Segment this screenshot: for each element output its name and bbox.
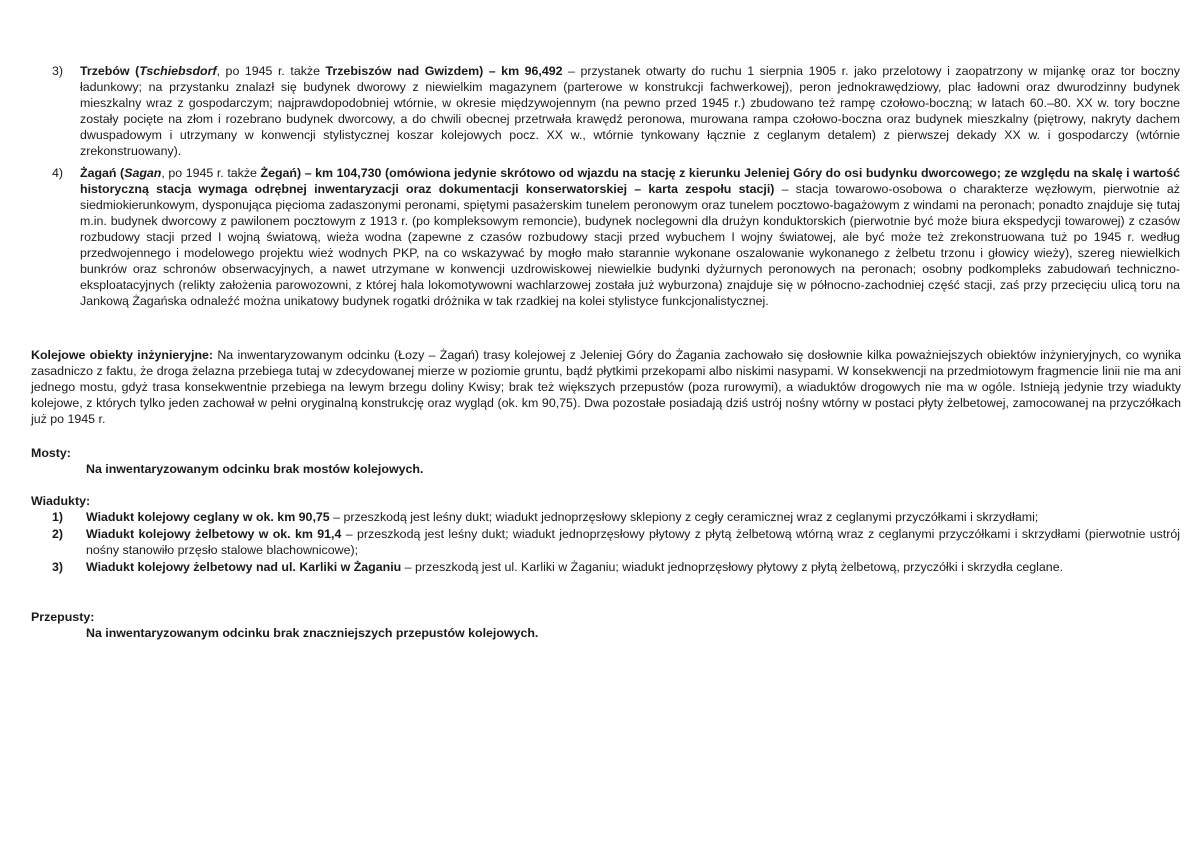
bridges-heading: Mosty: <box>31 446 71 460</box>
station-item-trzebow <box>52 63 1180 159</box>
viaduct-title: Wiadukt kolejowy żelbetowy w ok. km 91,4 <box>86 527 342 541</box>
list-number: 3) <box>52 560 64 574</box>
viaduct-item <box>52 509 1180 525</box>
station-text <box>80 63 1180 159</box>
bridges-text: Na inwentaryzowanym odcinku brak mostów kolejowych. <box>86 462 424 476</box>
culverts-heading: Przepusty: <box>31 610 95 624</box>
station-item-zagan <box>52 165 1180 309</box>
station-title: Żagań ( <box>80 166 125 180</box>
viaduct-description: – przeszkodą jest leśny dukt; wiadukt jednoprzęsłowy sklepiony z cegły ceramicznej wraz z ceglanymi przyczółkami i skrzydłami; <box>329 510 1039 524</box>
viaduct-item <box>52 526 1180 558</box>
viaduct-description: – przeszkodą jest leśny dukt; wiadukt jednoprzęsłowy płytowy z płytą żelbetową wtórną wraz z ceglanymi przyczółkami i skrzydłami (pierwotnie ustrój nośny stanowiło przęsło stalowe blachownicowe); <box>86 527 1180 557</box>
engineering-text: Na inwentaryzowanym odcinku (Łozy – Żagań) trasy kolejowej z Jeleniej Góry do Żagania zachowało się dosłownie kilka poważniejszych obiektów inżynieryjnych, co wynika zasadniczo z faktu, że droga żelazna przebiega tutaj w zdecydowanej mierze w poziomie gruntu, bądź płytkimi przekopami albo niskimi nasypami. W konsekwencji na przedmiotowym fragmencie linii nie ma ani jednego mostu, gdyż trasa konsekwentnie przebiega na lewym brzegu doliny Kwisy; brak też większych przepustów (poza rurowymi), a wiaduktów drogowych nie ma w ogóle. Istnieją jedynie trzy wiadukty kolejowe, z których tylko jeden zachował w pełni oryginalną konstrukcję oraz wygląd (ok. km 90,75). Dwa pozostałe posiadają dziś ustrój nośny wtórny w postaci płyty żelbetowej, zamocowanej na przyczółkach już po 1945 r. <box>31 348 1181 426</box>
viaduct-description: – przeszkodą jest ul. Karliki w Żaganiu; wiadukt jednoprzęsłowy płytowy z płytą żelbetową, przyczółki i skrzydła ceglane. <box>401 560 1064 574</box>
station-alt-name: Żegań) – km 104,730 (omówiona jedynie skrótowo od wjazdu na stację z kierunku Jeleniej Góry do osi budynku dworcowego; ze względu na skalę i wartość historyczną stacja wymaga odrębnej inwentaryzacji oraz dokumentacji konserwatorskiej – karta zespołu stacji) <box>80 166 1180 196</box>
viaducts-heading: Wiadukty: <box>31 494 91 508</box>
viaduct-title: Wiadukt kolejowy żelbetowy nad ul. Karliki w Żaganiu <box>86 560 402 574</box>
engineering-label: Kolejowe obiekty inżynieryjne: <box>31 348 214 362</box>
station-mid-text: , po 1945 r. także <box>216 64 326 78</box>
list-number: 2) <box>52 527 64 541</box>
viaduct-title: Wiadukt kolejowy ceglany w ok. km 90,75 <box>86 510 330 524</box>
station-title: Trzebów ( <box>80 64 140 78</box>
list-number: 1) <box>52 510 64 524</box>
viaduct-item <box>52 559 1180 575</box>
list-number: 4) <box>52 166 64 180</box>
station-german-name: Sagan <box>124 166 162 180</box>
station-description: – stacja towarowo-osobowa o charakterze węzłowym, pierwotnie aż siedmiokierunkowym, dysponująca pięciomа zadaszonymi peronami, spiętymi pasażerskim tunelem peronowym oraz tunelem pocztowo-bagażowym z windami na peronach; ponadto znajduje się tutaj m.in. budynek dworcowy z pawilonem pocztowym z 1913 r. (po kompleksowym remoncie), budynek noclegowni dla drużyn konduktorskich (pierwotnie być może biura ekspedycji towarowej) z czasów rozbudowy stacji przed I wojną światową, wieża wodna (zapewne z czasów rozbudowy stacji przed wybuchem I wojny światowej, ale być może też zrekonstruowana tuż po 1945 r. według przedwojennego i modelowego projektu wież wodnych PKP, na co wskazywać by mogło mało starannie wykonane oszalowanie wykonanego z żelbetu trzonu i głowicy wieży), szereg niewielkich bunkrów oraz schronów obserwacyjnych, a nawet utrzymane w konwencji uzdrowiskowej niewielkie budynki dyżurnych peronowych na peronach; osobny podkompleks zabudowań techniczno-eksploatacyjnych (relikty założenia parowozowni, z której hala lokomotywowni wachlarzowej została już wyburzona) znajduje się w północno-zachodniej część stacji, zaś przy przecięciu ulicą toru na Jankową Żagańska odnaleźć można unikatowy budynek rogatki dróżnika w tak rzadkiej na kolei stylistyce funkcjonalistycznej. <box>80 182 1180 308</box>
station-alt-name: Trzebiszów nad Gwizdem) – km 96,492 <box>325 64 563 78</box>
station-mid-text: , po 1945 r. także <box>161 166 261 180</box>
station-german-name: Tschiebsdorf <box>139 64 217 78</box>
list-number: 3) <box>52 64 64 78</box>
culverts-text: Na inwentaryzowanym odcinku brak znaczniejszych przepustów kolejowych. <box>86 626 539 640</box>
engineering-paragraph <box>31 347 1181 427</box>
station-description: – przystanek otwarty do ruchu 1 sierpnia 1905 r. jako przelotowy i zaopatrzony w mijankę oraz tor boczny ładunkowy; na przystanku znalazł się budynek dworowy z niewielkim magazynem (parterowe w konstrukcji fachwerkowej), peron jednokrawędziowy, plac ładowni oraz dwurodzinny budynek mieszkalny wraz z gospodarczym; najprawdopodobniej wtórnie, w okresie międzywojennym (na pewno przed 1945 r.) zbudowano też rampę czołowo-boczną; w latach 60.–80. XX w. tory boczne zostały pocięte na złom i rozebrano budynek dworcowy, a do chwili obecnej przetrwała krawędź peronowa, murowana rampa czołowo-boczna oraz budynek mieszkalny (piętrowy, nakryty dachem dwuspadowym i utrzymany w konwencji stylistycznej koszar kolejowych pocz. XX w., wtórnie tynkowany łącznie z ceglanym detalem) z pierwszej dekady XX w. i gospodarczy (wtórnie zrekonstruowany). <box>80 64 1180 158</box>
station-text <box>80 165 1180 309</box>
